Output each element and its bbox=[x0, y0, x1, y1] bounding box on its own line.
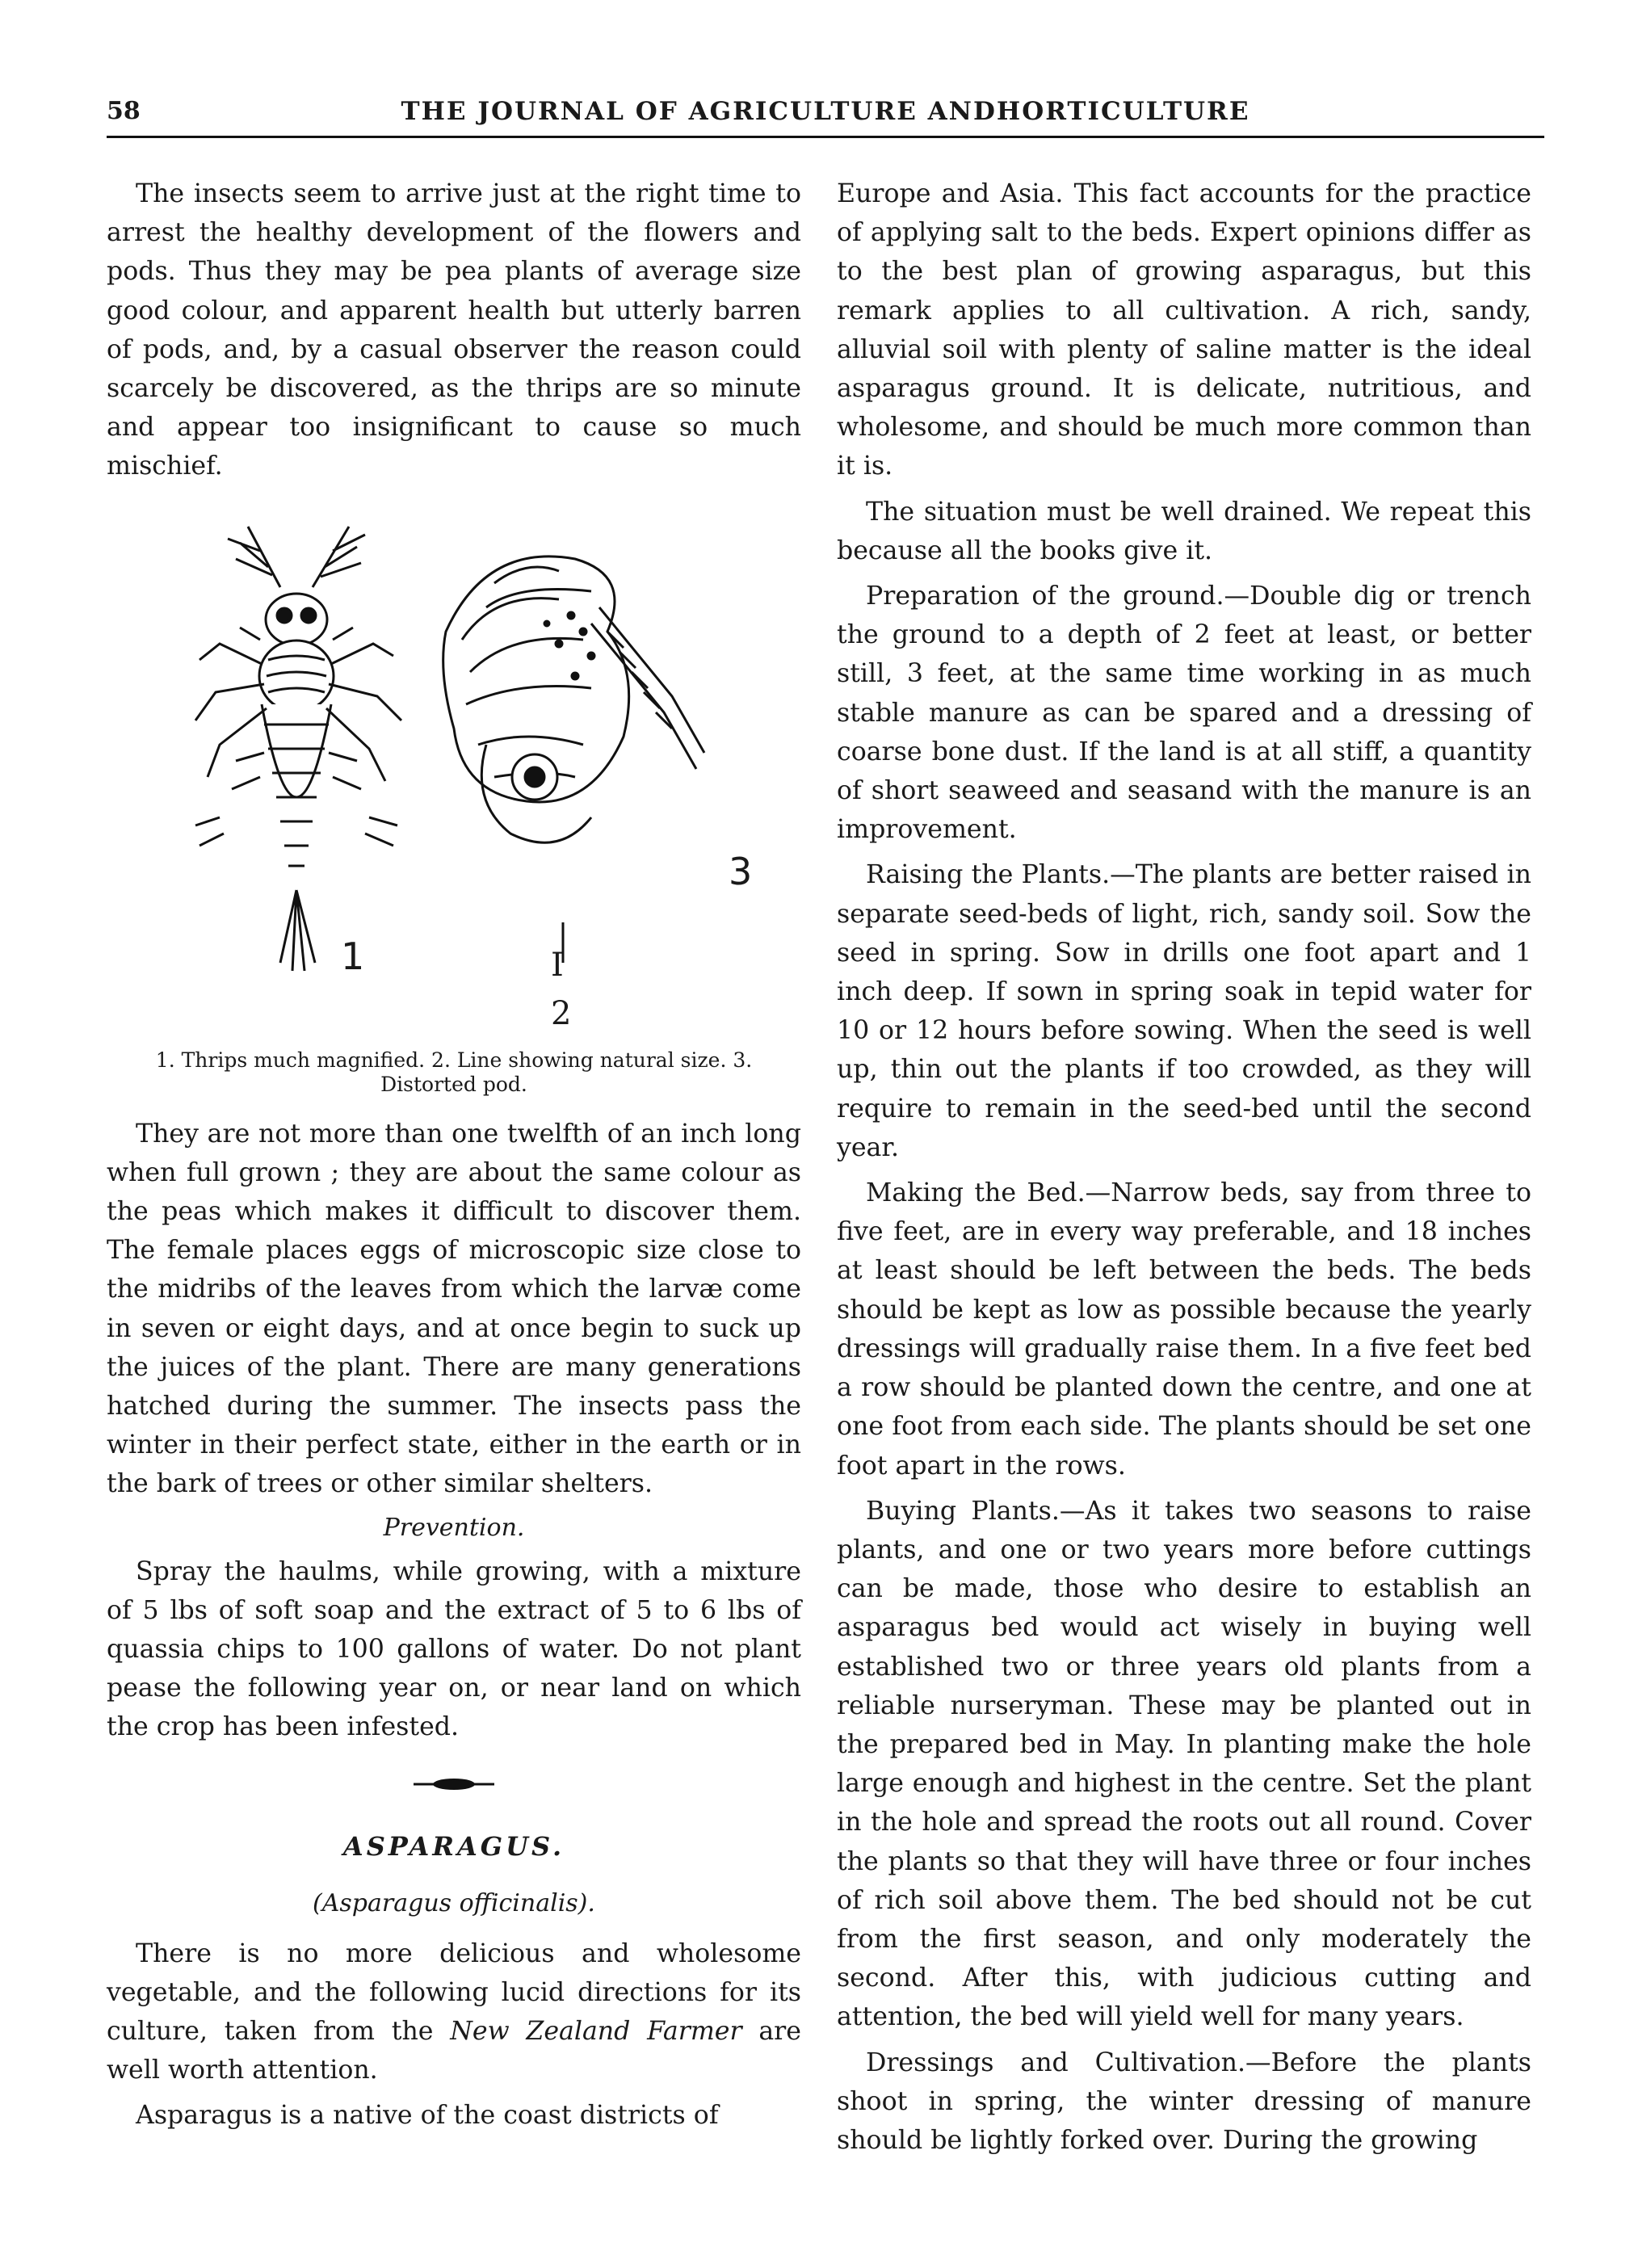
asparagus-intro-text: There is no more delicious and wholesome vegetable, and the following lucid directions for its culture, taken from the bbox=[107, 1938, 801, 2047]
figure-caption: 1. Thrips much magnified. 2. Line showing natural size. 3. Distorted pod. bbox=[155, 1048, 753, 1096]
raising-plants-paragraph: Raising the Plants.—The plants are better raised in separate seed-beds of light, rich, sandy soil. Sow the seed in spring. Sow in drills one foot apart and 1 inch deep. If sown in spring soak in tepid water for 10 or 12 hours before sowing. When the seed is well up, thin out the plants if too crowded, as they will require to remain in the seed-bed until the second year. bbox=[837, 860, 1531, 1162]
asparagus-section-title: ASPARAGUS. bbox=[342, 1830, 565, 1862]
figure-label-1: 1 bbox=[341, 934, 365, 978]
figure-label-2: 2 bbox=[551, 994, 572, 1032]
asparagus-latin-name: (Asparagus officinalis). bbox=[313, 1888, 595, 1917]
asparagus-native-paragraph: Asparagus is a native of the coast districts of bbox=[136, 2101, 719, 2131]
asparagus-intro-paragraph bbox=[107, 1934, 801, 2090]
buying-plants-paragraph: Buying Plants.—As it takes two seasons to raise plants, and one or two years more before cuttings can be made, those who desire to establish an asparagus bed would act wisely in buying well established two or three years old plants from a reliable nurseryman. These may be planted out in the prepared bed in May. In planting make the hole large enough and highest in the centre. Set the plant in the hole and spread the roots out all round. Cover the plants so that they will have three or four inches of rich soil above them. The bed should not be cut from the first season, and only moderately the second. After this, with judicious cutting and attention, the bed will yield well for many years. bbox=[837, 1496, 1531, 2032]
distorted-pod-drawing bbox=[443, 556, 704, 842]
asparagus-intro-end: are well worth attention. bbox=[107, 2017, 801, 2085]
prevention-heading: Prevention. bbox=[383, 1513, 525, 1542]
thrips-figure bbox=[107, 510, 801, 1044]
thrips-description-paragraph: They are not more than one twelfth of an inch long when full grown ; they are about the same colour as the peas which makes it difficult to discover them. The female places eggs of microscopic size close to the midribs of the leaves from which the larvæ come in seven or eight days, and at once begin to suck up the juices of the plant. There are many generations hatched during the summer. The insects pass the winter in their perfect state, either in the earth or in the bark of trees or other similar shelters. bbox=[107, 1119, 801, 1499]
left-column bbox=[107, 174, 801, 2142]
making-bed-paragraph: Making the Bed.—Narrow beds, say from three to five feet, are in every way preferable, and 18 inches at least should be left between the beds. The beds should be kept as low as possible because the yearly dressings will gradually raise them. In a five feet bed a row should be planted down the centre, and one at one foot from each side. The plants should be set one foot apart in the rows. bbox=[837, 1178, 1531, 1480]
page-header bbox=[107, 95, 1544, 138]
thrips-illustration bbox=[107, 510, 801, 1044]
intro-paragraph: The insects seem to arrive just at the right time to arrest the healthy development of the flowers and pods. Thus they may be pea plants of average size good colour, and apparent health but utterly barren of pods, and, by a casual observer the reason could scarcely be discovered, as the thrips are so minute and appear too insignificant to cause so much mischief. bbox=[107, 179, 801, 481]
prevention-paragraph: Spray the haulms, while growing, with a mixture of 5 lbs of soft soap and the extract of 5 to 6 lbs of quassia chips to 100 gallons of water. Do not plant pease the following year on, or near land on which the crop has been infested. bbox=[107, 1556, 801, 1742]
figure-label-3: 3 bbox=[729, 849, 753, 893]
preparation-paragraph: Preparation of the ground.—Double dig or trench the ground to a depth of 2 feet at least, or better still, 3 feet, at the same time working in as much stable manure as can be spared and a dressing of coarse bone dust. If the land is at all stiff, a quantity of short seaweed and seasand with the manure is an improvement. bbox=[837, 582, 1531, 845]
thrips-insect-drawing bbox=[195, 527, 401, 971]
dressings-paragraph: Dressings and Cultivation.—Before the plants shoot in spring, the winter dressing of manure should be lightly forked over. During the growing bbox=[837, 2048, 1531, 2155]
page-number: 58 bbox=[107, 97, 141, 125]
figure-label-I: I bbox=[551, 946, 564, 984]
asparagus-origin-paragraph: Europe and Asia. This fact accounts for the practice of applying salt to the beds. Expert opinions differ as to the best plan of growing asparagus, but this remark applies to all cultivation. A rich, sandy, alluvial soil with plenty of saline matter is the ideal asparagus ground. It is delicate, nutritious, and wholesome, and should be much more common than it is. bbox=[837, 179, 1531, 481]
journal-title: THE JOURNAL OF AGRICULTURE ANDHORTICULTURE bbox=[401, 97, 1250, 126]
right-column bbox=[837, 174, 1531, 2166]
drainage-paragraph: The situation must be well drained. We repeat this because all the books give it. bbox=[837, 497, 1531, 565]
asparagus-intro-source: New Zealand Farmer bbox=[450, 2017, 742, 2047]
section-divider bbox=[107, 1760, 801, 1808]
